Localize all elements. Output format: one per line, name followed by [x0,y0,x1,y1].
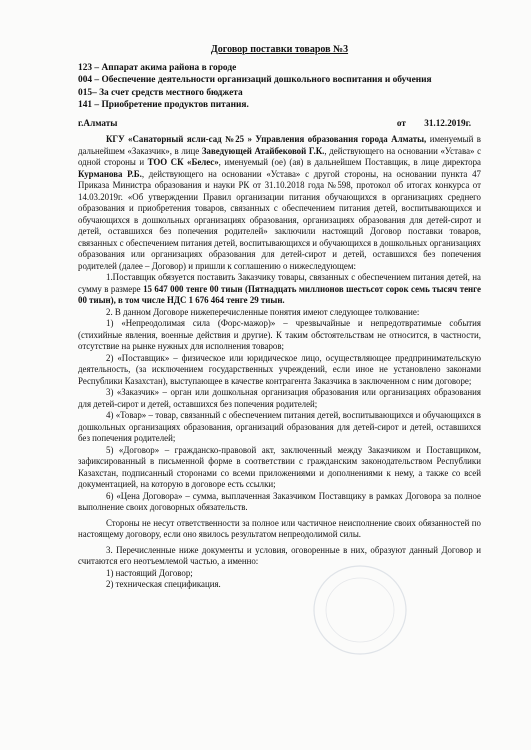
definition-item: 3) «Заказчик» – орган или дошкольная организация образования или организациях образования для детей-сирот и детей, оставшихся без попечения родителей; [78,387,481,409]
clause-1: 1.Поставщик обязуется поставить Заказчику товары, связанных с обеспечением питания детей, на сумму в размере 15 647 000 тенге 00 тиын (Пятнадцать миллионов шестьсот сорок семь тысяч тенге 00 тиын), в том числе НДС 1 676 464 тенге 29 тиын. [78,272,481,306]
place-and-date [78,118,481,130]
force-majeure-paragraph: Стороны не несут ответственности за полное или частичное неисполнение своих обязанностей по настоящему договору, если оно явилось результатом непреодолимой силы. [78,517,481,540]
definition-item: 2) «Поставщик» – физическое или юридическое лицо, осуществляющее предпринимательскую деятельность, (за исключением государственных учреждений, если иное не установлено законами Республики Казахстан), выступающее в качестве контрагента Заказчика в заключенном с ним договоре; [78,352,481,386]
document-title: Договор поставки товаров №3 [210,44,349,55]
definition-item: 6) «Цена Договора» – сумма, выплаченная Заказчиком Поставщику в рамках Договора за полное выполнение своих договорных обязательств. [78,490,481,513]
contract-date: от 31.12.2019г. [396,117,471,128]
definition-item: 4) «Товар» – товар, связанный с обеспечением питания детей, воспитывающихся и обучающихся в дошкольных организациях образования, организаций образования для детей-сирот и детей, оставшихся без попечения родителей; [78,410,481,444]
budget-code-line: 141 – Приобретение продуктов питания. [78,100,249,111]
definition-item: 5) «Договор» – гражданско-правовой акт, заключенный между Заказчиком и Поставщиком, зафиксированный в письменной форме в соответствии с гражданским законодательством Республики Казахстан, подписанный сторонами со всеми приложениями и дополнениями к нему, а также со всей документацией, на которую в договоре есть ссылки; [78,444,481,490]
document-list-item: 2) техническая спецификация. [106,579,221,590]
budget-code-line: 004 – Обеспечение деятельности организаций дошкольного воспитания и обучения [78,75,432,86]
definition-item: 1) «Непреодолимая сила (Форс-мажор)» – чрезвычайные и непредотвратимые события (стихийные явления, военные действия и другие). К таким обстоятельствам не относится, в частности, отсутствие на рынке нужных для исполнения товаров; [78,318,481,352]
clause-2: 2. В данном Договоре нижеперечисленные понятия имеют следующее толкование: [106,306,420,317]
budget-code-line: 015– За счет средств местного бюджета [78,87,243,98]
budget-code-line: 123 – Аппарат акима района в городе [78,62,237,73]
preamble-paragraph: КГУ «Санаторный ясли-сад №25 » Управления образования города Алматы, именуемый в дальнейшем «Заказчик», в лице Заведующей Атайбековой Г.К., действующего на основании «Устава» с одной стороны и ТОО СК «Белес», именуемый (ое) (ая) в дальнейшем Поставщик, в лице директора Курманова Р.Б., действующего на основании «Устава» с другой стороны, на основании пункта 47 Приказа Министра образования и науки РК от 31.10.2018 года №598, протокол об итогах конкурса от 14.03.2019г. «Об утверждении Правил организации питания обучающихся в организациях среднего образования и приобретения товаров, связанных с обеспечением питания детей, воспитывающихся и обучающихся в дошкольных организациях образования, организациях образования для детей-сирот и детей, оставшихся без попечения родителей» заключили настоящий Договор поставки товаров, связанных с обеспечением питания детей, воспитывающихся и обучающихся в дошкольных организациях образования или организациях образования для детей-сирот и детей, оставшихся без попечения родителей (далее – Договор) и пришли к соглашению о нижеследующем: [78,134,482,271]
city: г.Алматы [78,117,118,128]
document-list-item: 1) настоящий Договор; [106,567,193,578]
clause-3: 3. Перечисленные ниже документы и условия, оговоренные в них, образуют данный Договор и считаются его неотъемлемой частью, а именно: [78,544,481,567]
budget-codes [78,62,481,112]
